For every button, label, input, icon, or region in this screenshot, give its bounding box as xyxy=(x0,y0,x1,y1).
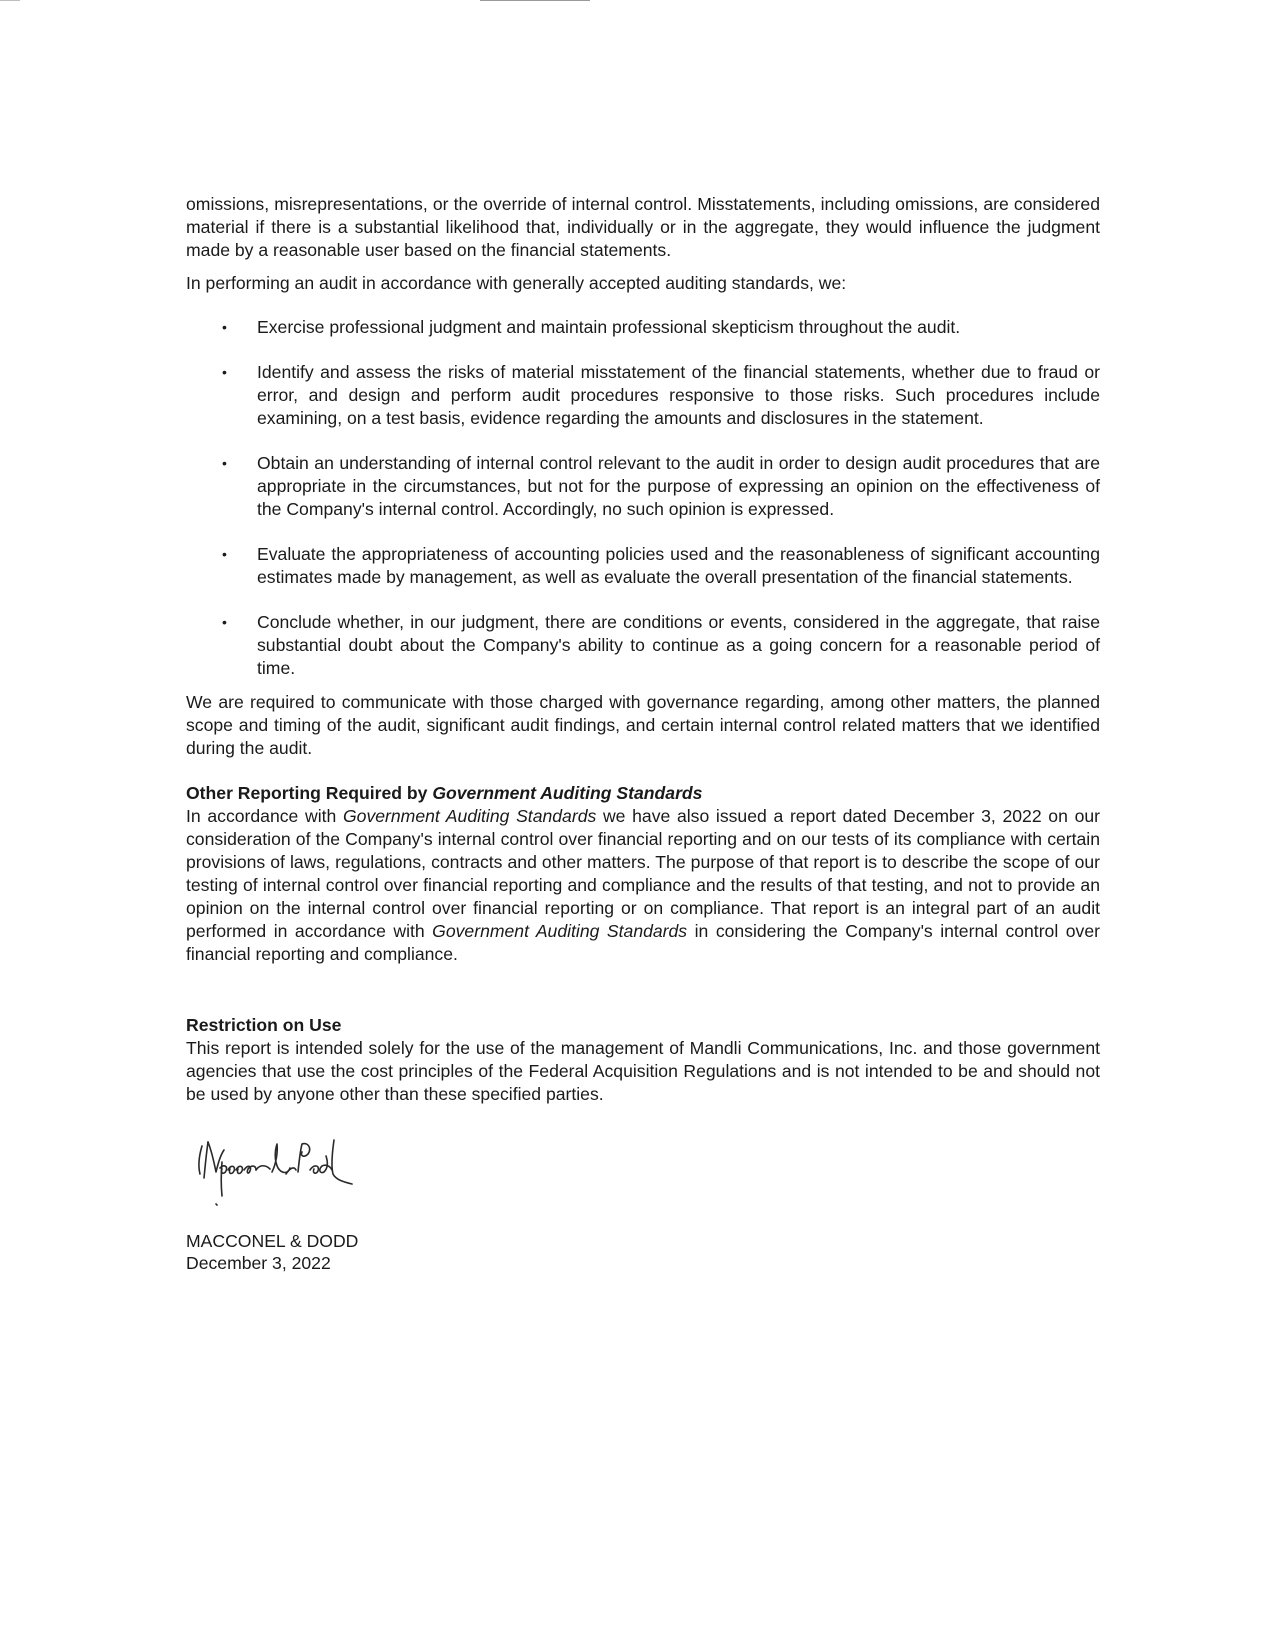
section-heading: Restriction on Use xyxy=(186,1015,342,1035)
list-item xyxy=(186,543,1100,589)
list-item-text: Obtain an understanding of internal control relevant to the audit in order to design audit procedures that are appropriate in the circumstances, but not for the purpose of expressing an opinion on the effectiveness of the Company's internal control. Accordingly, no such opinion is expressed. xyxy=(257,453,1100,519)
signature-block xyxy=(186,1230,1100,1274)
section-heading xyxy=(186,782,1100,805)
report-date: December 3, 2022 xyxy=(186,1253,331,1273)
list-item-text: Evaluate the appropriateness of accounting policies used and the reasonableness of significant accounting estimates made by management, as well as evaluate the overall presentation of the financial statements. xyxy=(257,544,1100,587)
list-item xyxy=(186,452,1100,521)
list-item xyxy=(186,611,1100,680)
paragraph-italic-text: Government Auditing Standards xyxy=(432,921,688,941)
audit-procedures-list xyxy=(186,316,1100,680)
list-item xyxy=(186,316,1100,339)
government-auditing-paragraph xyxy=(186,805,1100,966)
audit-report-page xyxy=(186,193,1100,1274)
paragraph-text: we have also issued a report dated December 3, 2022 on our consideration of the Company's internal control over financial reporting and on our tests of its compliance with certain provisions of laws, regulations, contracts and other matters. The purpose of that report is to describe the scope of our testing of internal control over financial reporting and compliance and the results of that testing, and not to provide an opinion on the internal control over financial reporting or on compliance. That report is an integral part of an audit performed in accordance with xyxy=(186,806,1100,941)
list-item-text: Conclude whether, in our judgment, there are conditions or events, considered in the aggregate, that raise substantial doubt about the Company's ability to continue as a going concern for a reasonable period of time. xyxy=(257,612,1100,678)
bullet-icon: • xyxy=(222,546,227,562)
restriction-paragraph: This report is intended solely for the use of the management of Mandli Communications, Inc. and those government agencies that use the cost principles of the Federal Acquisition Regulations and is not intended to be and should not be used by anyone other than these specified parties. xyxy=(186,1038,1100,1104)
heading-italic-text: Government Auditing Standards xyxy=(432,783,703,803)
paragraph-italic-text: Government Auditing Standards xyxy=(342,806,597,826)
opening-paragraph: omissions, misrepresentations, or the override of internal control. Misstatements, including omissions, are considered material if there is a substantial likelihood that, individually or in the aggregate, they would influence the judgment made by a reasonable user based on the financial statements. xyxy=(186,194,1100,260)
bullet-icon: • xyxy=(222,614,227,630)
paragraph-text: In accordance with xyxy=(186,806,343,826)
firm-name: MACCONEL & DODD xyxy=(186,1231,359,1251)
communication-paragraph: We are required to communicate with those charged with governance regarding, among other matters, the planned scope and timing of the audit, significant audit findings, and certain internal control related matters that we identified during the audit. xyxy=(186,692,1100,758)
government-auditing-section xyxy=(186,782,1100,966)
intro-paragraph: In performing an audit in accordance with generally accepted auditing standards, we: xyxy=(186,273,847,293)
list-item-text: Identify and assess the risks of material misstatement of the financial statements, whether due to fraud or error, and design and perform audit procedures responsive to those risks. Such procedures include examining, on a test basis, evidence regarding the amounts and disclosures in the statement. xyxy=(257,362,1100,428)
restriction-section xyxy=(186,1014,1100,1106)
bullet-icon: • xyxy=(222,319,227,335)
handwritten-signature xyxy=(186,1134,1100,1216)
scan-edge-mark xyxy=(480,0,590,1)
scan-edge-mark xyxy=(0,0,20,1)
heading-text: Other Reporting Required by xyxy=(186,783,433,803)
paragraph-text: in considering the Company's internal control over financial reporting and compliance. xyxy=(186,921,1100,964)
bullet-icon: • xyxy=(222,364,227,380)
bullet-icon: • xyxy=(222,455,227,471)
list-item-text: Exercise professional judgment and maintain professional skepticism throughout the audit. xyxy=(257,317,961,337)
list-item xyxy=(186,361,1100,430)
